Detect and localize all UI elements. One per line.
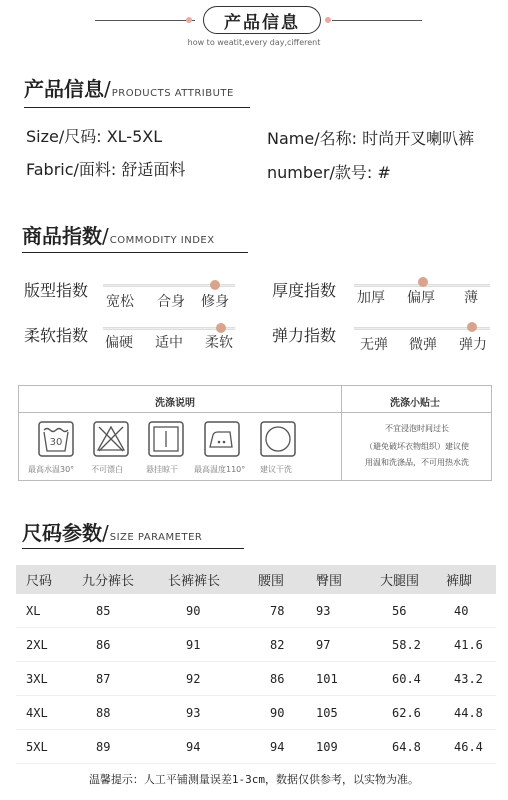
no-bleach-icon bbox=[93, 421, 129, 457]
size-header-cell: 臀围 bbox=[316, 565, 380, 594]
size-cell: 109 bbox=[316, 730, 380, 764]
index-option-elasticity-2: 弹力 bbox=[459, 337, 487, 353]
size-heading-zh: 尺码参数 bbox=[22, 521, 102, 545]
size-header-cell: 九分裤长 bbox=[82, 565, 168, 594]
size-cell: XL bbox=[16, 594, 82, 628]
care-tip-line: （避免破坏衣物组织）建议使 bbox=[365, 442, 469, 451]
size-cell: 78 bbox=[258, 594, 316, 628]
size-cell: 86 bbox=[82, 628, 168, 662]
wash-30-icon bbox=[38, 421, 74, 457]
size-cell: 43.2 bbox=[446, 662, 496, 696]
size-cell: 105 bbox=[316, 696, 380, 730]
index-option-thickness-1: 偏厚 bbox=[407, 290, 435, 306]
care-tip-line: 不宜浸泡时间过长 bbox=[385, 424, 449, 433]
page-subtitle: how to weatit,every day,cifferent bbox=[187, 38, 321, 47]
product-heading-slash: / bbox=[104, 77, 111, 101]
number-info: number/款号: # bbox=[267, 163, 391, 182]
size-cell: 2XL bbox=[16, 628, 82, 662]
size-cell: 58.2 bbox=[380, 628, 446, 662]
header-right-line bbox=[332, 20, 422, 21]
size-table bbox=[16, 565, 496, 764]
header-left-dot bbox=[186, 17, 192, 23]
size-heading-slash: / bbox=[102, 521, 109, 545]
size-cell: 85 bbox=[82, 594, 168, 628]
index-option-softness-0: 偏硬 bbox=[105, 335, 133, 351]
size-header-cell: 裤脚 bbox=[446, 565, 496, 594]
index-label-thickness: 厚度指数 bbox=[272, 281, 337, 300]
index-option-fit-1: 合身 bbox=[157, 294, 185, 310]
size-cell: 44.8 bbox=[446, 696, 496, 730]
commodity-heading-slash: / bbox=[102, 224, 109, 248]
index-option-softness-2: 柔软 bbox=[205, 335, 233, 351]
care-caption-dry-clean: 建议干洗 bbox=[260, 465, 292, 474]
care-title: 洗涤说明 bbox=[155, 398, 195, 409]
size-cell: 97 bbox=[316, 628, 380, 662]
care-tips-title: 洗涤小贴士 bbox=[390, 398, 440, 409]
size-cell: 87 bbox=[82, 662, 168, 696]
size-header-cell: 尺码 bbox=[16, 565, 82, 594]
care-caption-hang-dry: 悬挂晾干 bbox=[146, 465, 178, 474]
size-cell: 5XL bbox=[16, 730, 82, 764]
index-option-fit-0: 宽松 bbox=[106, 294, 134, 310]
size-cell: 4XL bbox=[16, 696, 82, 730]
size-cell: 60.4 bbox=[380, 662, 446, 696]
size-header-cell: 腰围 bbox=[258, 565, 316, 594]
size-heading-en: SIZE PARAMETER bbox=[109, 532, 203, 543]
table-row bbox=[16, 628, 496, 662]
index-option-fit-2: 修身 bbox=[201, 294, 229, 310]
name-info: Name/名称: 时尚开叉喇叭裤 bbox=[267, 129, 475, 148]
size-cell: 40 bbox=[446, 594, 496, 628]
index-option-elasticity-0: 无弹 bbox=[360, 337, 388, 353]
table-row bbox=[16, 696, 496, 730]
size-cell: 92 bbox=[168, 662, 258, 696]
size-cell: 90 bbox=[258, 696, 316, 730]
size-cell: 94 bbox=[258, 730, 316, 764]
iron-icon bbox=[204, 421, 240, 457]
care-caption-iron: 最高温度110° bbox=[194, 465, 246, 474]
table-row bbox=[16, 662, 496, 696]
index-label-fit: 版型指数 bbox=[24, 281, 89, 300]
index-option-thickness-2: 薄 bbox=[464, 290, 478, 306]
footer-note: 温馨提示：人工平铺测量误差1-3cm，数据仅供参考，以实物为准。 bbox=[88, 773, 420, 786]
size-cell: 62.6 bbox=[380, 696, 446, 730]
size-heading-underline bbox=[22, 548, 244, 549]
care-tip-line: 用温和洗涤品，不可用热水洗 bbox=[365, 458, 469, 467]
index-option-thickness-0: 加厚 bbox=[357, 290, 385, 306]
care-caption-no-bleach: 不可漂白 bbox=[91, 465, 123, 474]
size-cell: 82 bbox=[258, 628, 316, 662]
index-option-softness-1: 适中 bbox=[155, 335, 183, 351]
product-heading-zh: 产品信息 bbox=[24, 77, 104, 101]
header-right-dot bbox=[325, 17, 331, 23]
size-header-cell: 长裤裤长 bbox=[168, 565, 258, 594]
fabric-info: Fabric/面料: 舒适面料 bbox=[26, 160, 186, 179]
size-cell: 94 bbox=[168, 730, 258, 764]
table-row bbox=[16, 730, 496, 764]
index-knob-elasticity bbox=[467, 322, 477, 332]
size-cell: 91 bbox=[168, 628, 258, 662]
size-cell: 41.6 bbox=[446, 628, 496, 662]
care-header-line bbox=[18, 412, 492, 413]
size-cell: 3XL bbox=[16, 662, 82, 696]
commodity-section-heading bbox=[22, 220, 215, 249]
product-section-heading bbox=[24, 73, 234, 102]
size-cell: 88 bbox=[82, 696, 168, 730]
size-cell: 56 bbox=[380, 594, 446, 628]
index-option-elasticity-1: 微弹 bbox=[409, 337, 437, 353]
index-label-softness: 柔软指数 bbox=[24, 326, 89, 345]
index-knob-fit bbox=[210, 280, 220, 290]
size-cell: 89 bbox=[82, 730, 168, 764]
size-cell: 64.8 bbox=[380, 730, 446, 764]
size-header-cell: 大腿围 bbox=[380, 565, 446, 594]
table-row bbox=[16, 594, 496, 628]
size-info: Size/尺码: XL-5XL bbox=[26, 127, 163, 146]
commodity-heading-underline bbox=[22, 252, 248, 253]
size-cell: 93 bbox=[168, 696, 258, 730]
product-heading-en: PRODUCTS ATTRIBUTE bbox=[111, 88, 234, 99]
product-heading-underline bbox=[24, 107, 250, 108]
size-cell: 93 bbox=[316, 594, 380, 628]
size-table-header bbox=[16, 565, 496, 594]
header-left-line bbox=[95, 20, 195, 21]
hang-dry-icon bbox=[148, 421, 184, 457]
size-cell: 46.4 bbox=[446, 730, 496, 764]
size-cell: 101 bbox=[316, 662, 380, 696]
index-label-elasticity: 弹力指数 bbox=[272, 326, 337, 345]
wash-temp-number: 30 bbox=[49, 437, 63, 448]
commodity-heading-en: COMMODITY INDEX bbox=[109, 235, 215, 246]
care-caption-wash: 最高水温30° bbox=[28, 465, 75, 474]
page-title: 产品信息 bbox=[203, 6, 321, 34]
dry-clean-icon bbox=[260, 421, 296, 457]
commodity-heading-zh: 商品指数 bbox=[22, 224, 102, 248]
size-cell: 90 bbox=[168, 594, 258, 628]
size-cell: 86 bbox=[258, 662, 316, 696]
index-knob-thickness bbox=[418, 277, 428, 287]
size-section-heading bbox=[22, 517, 202, 546]
